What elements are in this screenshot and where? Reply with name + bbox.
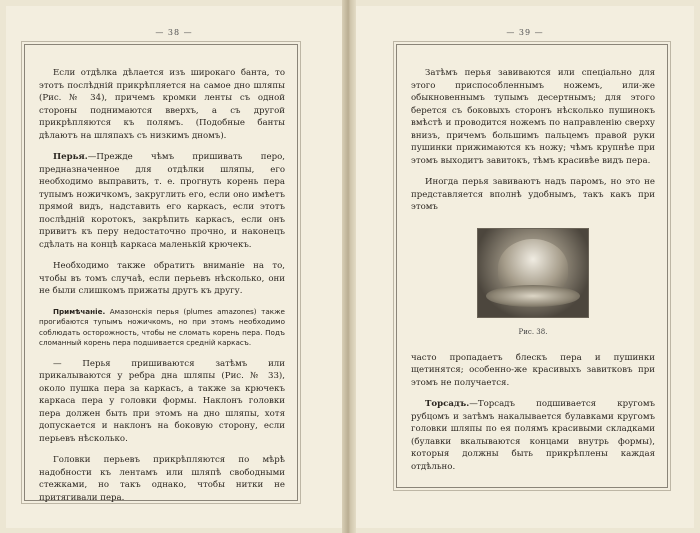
paragraph: Затѣмъ перья завиваются или спеціально для этого приспособленнымъ ножемъ, или-же обыкновеннымъ тупымъ десертнымъ; для этого берется съ боковыхъ сторонъ нѣсколько пушинокъ вмѣстѣ и проводится ножемъ по направленію сверху внизъ, причемъ большимъ пальцемъ правой руки пушинки прижимаются къ ножу; чѣмъ крупнѣе при этомъ выходитъ завитокъ, тѣмъ красивѣе видъ пера. xyxy=(411,68,655,166)
section-heading-feathers: Перья. xyxy=(53,152,88,162)
paragraph: Необходимо также обратить вниманіе на то, чтобы въ томъ случаѣ, если перьевъ нѣсколько, они не были слишкомъ прижаты другъ къ другу. xyxy=(39,261,285,296)
feathers-paragraph xyxy=(39,151,285,251)
page-number: — 39 — xyxy=(506,28,544,37)
figure-caption: Рис. 38. xyxy=(518,327,548,336)
hat-brim xyxy=(486,285,580,307)
note-text: Амазонскія перья (plumes amazones) также прогибаются тупымъ ножичкомъ, но при этомъ необходимо соблюдать осторожность, чтобы не сломать корень пера. Подъ сломанный корень пера подшивается средній каркасъ. xyxy=(39,306,285,347)
paragraph: — Перья пришиваются затѣмъ или прикалываются у ребра дна шляпы (Рис. № 33), около пушка пера за каркасъ, а также за крючекъ каркаса пера у головки формы. Наклонъ головки пера должен быть при этомъ на дно шляпы, хотя допускается и наклонъ на боковую сторону, если перьевъ нѣсколько. xyxy=(39,358,285,444)
torsade-paragraph xyxy=(411,398,655,473)
right-page xyxy=(356,6,694,528)
hat-illustration xyxy=(477,228,589,318)
text-frame xyxy=(24,44,298,501)
paragraph: Головки перьевъ прикрѣпляются по мѣрѣ надобности къ лентамъ или шляпѣ свободными стежками, но такъ однако, чтобы нитки не притягивали пера. xyxy=(39,455,285,503)
paragraph-text: —Торсадъ подшивается кругомъ рубцомъ и затѣмъ накалывается булавками кругомъ головки шляпы по ея полямъ красивыми складками (булавки вкалываются концами внутрь формы), которыя должны быть прикрѣплены каждая отдѣльно. xyxy=(411,399,655,472)
page-number: — 38 — xyxy=(155,28,193,37)
section-heading-torsade: Торсадъ. xyxy=(425,399,470,409)
paragraph: часто пропадаетъ блескъ пера и пушинки щетинятся; особенно-же красивыхъ завитковъ при этомъ не получается. xyxy=(411,352,655,388)
text-frame xyxy=(396,44,668,488)
left-page xyxy=(6,6,342,528)
book-spine xyxy=(342,0,356,533)
paragraph: Иногда перья завиваютъ надъ паромъ, но это не представляется вполнѣ удобнымъ, такъ какъ при этомъ xyxy=(411,177,655,212)
paragraph-text: —Прежде чѣмъ пришивать перо, предназначенное для отдѣлки шляпы, его необходимо выправить, т. е. прогнуть корень пера тупымъ ножичкомъ, закруглить его, если оно имѣетъ прямой видъ, надставить его каркасъ, если этотъ послѣдній коротокъ, закрѣпить каркасъ, если онъ привитъ къ перу недостаточно прочно, и наконецъ сдѣлать на концѣ каркаса маленькій крючекъ. xyxy=(39,152,285,250)
note-heading: Примѣчаніе. xyxy=(53,306,106,316)
paragraph: Если отдѣлка дѣлается изъ широкаго банта, то этотъ послѣдній прикрѣпляется на самое дно шляпы (Рис. № 34), причемъ кромки ленты съ одной стороны поднимаются вверхъ, а съ другой прикрѣпляются къ полямъ. (Подобные банты дѣлаютъ на шляпахъ съ низкимъ дномъ). xyxy=(39,68,285,141)
note-paragraph xyxy=(39,307,285,349)
